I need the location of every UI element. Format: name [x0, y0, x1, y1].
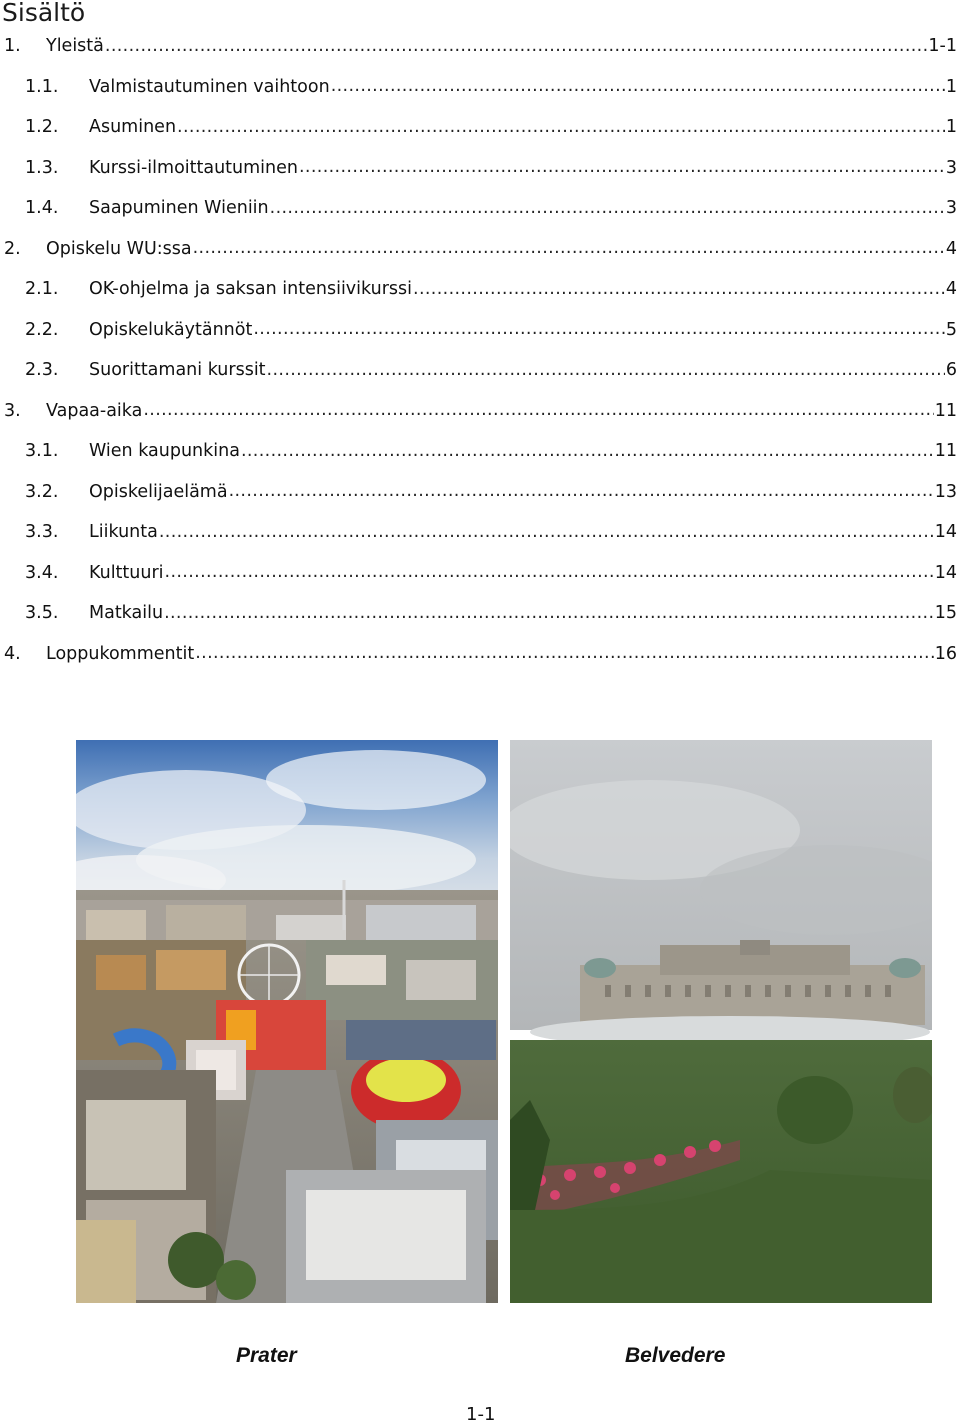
toc-entry-number: 4. — [4, 643, 21, 664]
toc-entry-number: 1.4. — [25, 198, 59, 218]
toc-entry-title: Kulttuuri — [89, 562, 164, 583]
toc-entry-title: Wien kaupunkina — [89, 441, 240, 461]
toc-leader-dots — [193, 238, 945, 259]
toc-entry[interactable] — [4, 229, 957, 269]
toc-entry-page: 1-1 — [928, 36, 957, 56]
page-number: 1-1 — [466, 1404, 496, 1425]
toc-leader-dots — [105, 36, 928, 57]
belvedere-palace-image — [510, 740, 932, 1303]
toc-entry[interactable] — [4, 26, 957, 66]
toc-entry-number: 3. — [4, 400, 21, 421]
toc-entry-title: Yleistä — [46, 36, 104, 56]
toc-leader-dots — [165, 562, 934, 583]
toc-entry-page: 1 — [945, 76, 957, 97]
toc-entry[interactable] — [25, 350, 957, 390]
toc-leader-dots — [159, 522, 934, 543]
toc-leader-dots — [229, 481, 934, 502]
toc-entry[interactable] — [4, 634, 957, 674]
prater-photo — [76, 740, 498, 1303]
toc-entry-number: 1. — [4, 36, 21, 56]
toc-entry-number: 2. — [4, 238, 21, 259]
toc-entry-page: 11 — [934, 400, 957, 421]
toc-entry-number: 3.2. — [25, 481, 59, 502]
toc-entry-page: 13 — [934, 481, 957, 502]
toc-leader-dots — [177, 117, 945, 138]
toc-entry-number: 2.2. — [25, 319, 59, 340]
toc-entry-page: 3 — [945, 198, 957, 218]
toc-leader-dots — [143, 400, 933, 421]
toc-entry-title: OK-ohjelma ja saksan intensiivikurssi — [89, 279, 413, 299]
toc-entry[interactable] — [4, 391, 957, 431]
toc-leader-dots — [253, 319, 945, 340]
toc-entry-number: 1.2. — [25, 117, 59, 137]
toc-entry[interactable] — [25, 269, 957, 309]
toc-entry-page: 15 — [934, 603, 957, 623]
page-title: Sisältö — [2, 0, 86, 27]
toc-leader-dots — [164, 603, 934, 624]
caption-belvedere: Belvedere — [625, 1344, 726, 1367]
toc-entry[interactable] — [25, 107, 957, 147]
toc-entry-title: Vapaa-aika — [46, 400, 143, 421]
toc-entry-page: 6 — [945, 360, 957, 380]
toc-entry[interactable] — [25, 67, 957, 107]
toc-entry-page: 3 — [945, 157, 957, 178]
toc-entry[interactable] — [25, 148, 957, 188]
toc-entry-title: Suorittamani kurssit — [89, 360, 266, 380]
toc-entry-number: 2.3. — [25, 360, 59, 380]
toc-entry-title: Kurssi-ilmoittautuminen — [89, 157, 298, 178]
toc-entry-title: Valmistautuminen vaihtoon — [89, 76, 330, 97]
toc-entry[interactable] — [25, 310, 957, 350]
toc-entry-number: 1.3. — [25, 157, 59, 178]
toc-leader-dots — [241, 441, 934, 462]
caption-prater: Prater — [236, 1344, 297, 1367]
toc-entry-title: Loppukommentit — [46, 643, 195, 664]
prater-aerial-image — [76, 740, 498, 1303]
toc-entry-number: 3.1. — [25, 441, 59, 461]
toc-entry[interactable] — [25, 593, 957, 633]
toc-entry-title: Opiskelijaelämä — [89, 481, 228, 502]
toc-entry-number: 3.4. — [25, 562, 59, 583]
toc-entry-title: Opiskelu WU:ssa — [46, 238, 192, 259]
toc-entry-page: 16 — [934, 643, 957, 664]
toc-entry[interactable] — [25, 472, 957, 512]
toc-entry[interactable] — [25, 188, 957, 228]
toc-entry-number: 2.1. — [25, 279, 59, 299]
toc-leader-dots — [195, 643, 934, 664]
toc-entry[interactable] — [25, 431, 957, 471]
toc-entry-page: 14 — [934, 522, 957, 542]
toc-entry-page: 5 — [945, 319, 957, 340]
toc-entry-title: Saapuminen Wieniin — [89, 198, 269, 218]
toc-leader-dots — [270, 198, 945, 219]
toc-leader-dots — [331, 76, 945, 97]
toc-entry-title: Liikunta — [89, 522, 158, 542]
toc-leader-dots — [267, 360, 945, 381]
toc-entry-title: Matkailu — [89, 603, 164, 623]
toc-entry-number: 3.3. — [25, 522, 59, 542]
toc-entry-title: Asuminen — [89, 117, 177, 137]
toc-entry[interactable] — [25, 553, 957, 593]
toc-entry-page: 11 — [934, 441, 957, 461]
toc-entry-page: 4 — [945, 279, 957, 299]
toc-leader-dots — [413, 279, 945, 300]
belvedere-photo — [510, 740, 932, 1303]
toc-entry-number: 1.1. — [25, 76, 59, 97]
toc-entry-page: 4 — [945, 238, 957, 259]
toc-leader-dots — [299, 157, 945, 178]
toc-entry-number: 3.5. — [25, 603, 59, 623]
toc-entry-title: Opiskelukäytännöt — [89, 319, 253, 340]
toc-entry-page: 14 — [934, 562, 957, 583]
toc-entry-page: 1 — [945, 117, 957, 137]
toc-entry[interactable] — [25, 512, 957, 552]
